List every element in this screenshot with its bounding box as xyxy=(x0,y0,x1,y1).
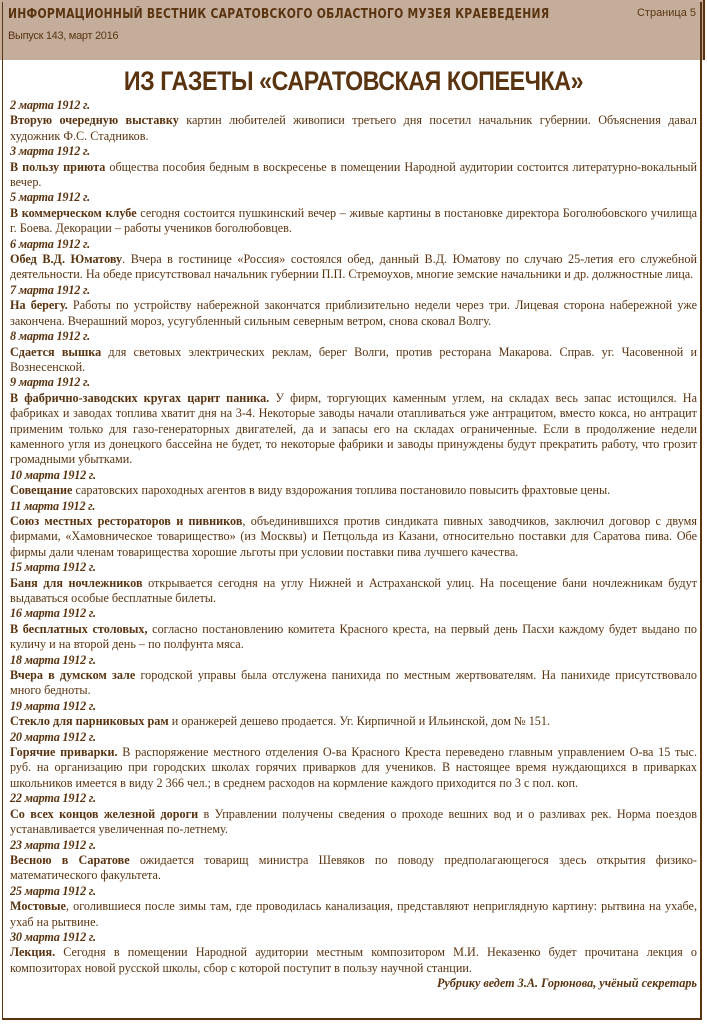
newsletter-title: ИНФОРМАЦИОННЫЙ ВЕСТНИК САРАТОВСКОГО ОБЛАСТНОГО МУЗЕЯ КРАЕВЕДЕНИЯ xyxy=(8,7,550,22)
entry-text: , объединившихся против синдиката пивных заводчиков, заключил договор с двумя фирмами, «Хамовническое товарищество» (из Москвы) и Петцольда из Казани, относительно поставки для Саратова пива. Обе фирмы дали членам товарищества хорошие льготы при условии поставки пива лучшего качества. xyxy=(10,513,697,559)
entry-text: У фирм, торгующих каменным углем, на складах весь запас истощился. На фабриках и заводах топлива хватит дня на 3-4. Некоторые заводы начали отапливаться уже антрацитом, вместо кокса, но антрацит применим только для газо-генераторных двигателей, да и запасы его на складах ограниченные. Если в продолжение недели каменного угля из донецкого бассейна не будет, то некоторые фабрики и заводы принуждены будут прекратить работу, что грозит громадными убытками. xyxy=(10,390,697,467)
entry-headline: В пользу приюта xyxy=(10,159,106,174)
news-entry xyxy=(10,945,697,976)
article-title: ИЗ ГАЗЕТЫ «САРАТОВСКАЯ КОПЕЕЧКА» xyxy=(123,66,584,96)
entry-date: 8 марта 1912 г. xyxy=(10,329,90,344)
news-entry xyxy=(10,391,697,468)
page-number: Страница 5 xyxy=(636,7,696,19)
news-entry xyxy=(10,206,697,237)
entry-headline: Лекция. xyxy=(10,945,56,960)
entry-date: 2 марта 1912 г. xyxy=(10,98,90,112)
issue-label: Выпуск 143, март 2016 xyxy=(8,30,119,42)
entry-text: Сегодня в помещении Народной аудитории местным композитором М.И. Неказенко будет прочитана лекция о композиторах новой русской школы, сбор с которой поступит в пользу научной станции. xyxy=(10,945,697,975)
entry-headline: В фабрично-заводских кругах царит паника. xyxy=(10,390,270,405)
entry-headline: Совещание xyxy=(10,483,73,498)
entry-headline: На берегу. xyxy=(10,298,68,313)
entry-text: для световых электрических реклам, берег Волги, против ресторана Макарова. Справ. уг. Часовенной и Вознесенской. xyxy=(10,344,697,374)
entry-text: картин любителей живописи третьего дня посетил начальник губернии. Объяснения давал художник Ф.С. Стадников. xyxy=(10,113,698,143)
entry-date: 22 марта 1912 г. xyxy=(10,791,96,806)
news-entry xyxy=(10,576,697,607)
entry-text: Работы по устройству набережной закончатся приблизительно недели через три. Лицевая сторона набережной уже закончена. Вчерашний мороз, усугубленный сильным северным ветром, снова сковал Волгу. xyxy=(10,298,697,328)
entry-text: в Управлении получены сведения о проходе вешних вод и о разливах рек. Норма поездов устанавливается увеличенная по-летнему. xyxy=(10,806,697,837)
entry-headline: В бесплатных столовых, xyxy=(10,621,148,636)
entry-headline: Вторую очередную выставку xyxy=(10,113,179,128)
entry-headline: Горячие приварки. xyxy=(10,745,118,760)
entry-headline: Баня для ночлежников xyxy=(10,575,143,590)
news-entry xyxy=(10,745,697,791)
news-entry xyxy=(10,622,697,653)
news-entry xyxy=(10,345,697,376)
entry-date: 19 марта 1912 г. xyxy=(10,698,96,713)
news-entry xyxy=(10,714,697,729)
entry-text: открывается сегодня на углу Нижней и Астраханской улиц. На посещение бани ночлежникам будут выдаваться особые бесплатные билеты. xyxy=(10,575,697,605)
news-entry xyxy=(10,252,697,283)
entry-date: 18 марта 1912 г. xyxy=(10,652,96,667)
entry-date: 30 марта 1912 г. xyxy=(10,929,96,944)
entry-headline: Союз местных ресторатоpов и пивников xyxy=(10,513,243,528)
entry-headline: Вчера в думском зале xyxy=(10,668,136,683)
entry-date: 7 марта 1912 г. xyxy=(10,282,90,297)
article-body xyxy=(10,98,697,992)
news-entry xyxy=(10,853,697,884)
entry-headline: Сдается вышка xyxy=(10,344,102,359)
entry-text: В распоряжение местного отделения О-ва Красного Креста переведено главным управлением О-ва 15 тыс. руб. на организацию при городских школах горячих приварков для учеников. В настоящее время нуждающихся в приварках школьников имеется в виду 2 366 чел.; в среднем расходов на кормление каждого приходится по 3 с пол. коп. xyxy=(10,745,697,790)
news-entry xyxy=(10,807,697,838)
entry-date: 6 марта 1912 г. xyxy=(10,236,90,251)
entry-date: 11 марта 1912 г. xyxy=(10,498,96,513)
entry-date: 25 марта 1912 г. xyxy=(10,883,96,898)
news-entry xyxy=(10,298,697,329)
entry-text: общества пособия бедным в воскресенье в помещении Народной аудитории состоится литературно-вокальный вечер. xyxy=(10,159,697,190)
news-entry xyxy=(10,113,697,144)
entry-headline: Весною в Саратове xyxy=(10,852,130,867)
entry-date: 16 марта 1912 г. xyxy=(10,606,96,621)
entry-headline: Обед В.Д. Юматову xyxy=(10,252,123,267)
news-entry xyxy=(10,668,697,699)
news-entry xyxy=(10,160,697,191)
entry-headline: В коммерческом клубе xyxy=(10,205,137,220)
entry-headline: Мостовые xyxy=(10,899,66,914)
entry-date: 10 марта 1912 г. xyxy=(10,467,96,482)
entry-text: городской управы была отслужена панихида по местным жертвователям. На панихиде присутствовало много бедноты. xyxy=(10,668,697,698)
entry-text: и оранжерей дешево продается. Уг. Кирпичной и Ильинской, дом № 151. xyxy=(168,714,551,729)
news-entry xyxy=(10,514,697,560)
news-entry xyxy=(10,899,697,930)
entry-date: 23 марта 1912 г. xyxy=(10,837,96,852)
entry-text: . Вчера в гостинице «Россия» состоялся обед, данный В.Д. Юматову по случаю 25-летия его служебной деятельности. На обеде присутствовал начальник губернии П.П. Стремоухов, многие земские начальники и др. должностные лица. xyxy=(10,252,697,282)
entry-text: ожидается товарищ министра Шевяков по поводу предполагающегося здесь открытия физико-математического факультета. xyxy=(10,852,697,883)
column-signature: Рубрику ведет З.А. Горюнова, учёный секретарь xyxy=(436,976,697,991)
entry-text: согласно постановлению комитета Красного креста, на первый день Пасхи каждому будет выдано по куличу и на второй день – по полфунта мяса. xyxy=(10,621,697,652)
news-entry xyxy=(10,483,697,498)
entry-text: , оголившиеся после зимы там, где проводилась канализация, представляют неприглядную картину: рытвина на ухабе, ухаб на рытвине. xyxy=(10,899,697,929)
entry-text: сегодня состоится пушкинский вечер – живые картины в постановке директора Боголюбовского училища г. Боева. Декорации – работы учеников боголюбовцев. xyxy=(10,205,698,236)
entry-date: 20 марта 1912 г. xyxy=(10,729,96,744)
entry-date: 3 марта 1912 г. xyxy=(10,144,90,159)
entry-text: саратовских пароходных агентов в виду вздорожания топлива постановило повысить фрахтовые цены. xyxy=(72,483,611,498)
entry-date: 5 марта 1912 г. xyxy=(10,190,90,205)
entry-date: 15 марта 1912 г. xyxy=(10,560,96,575)
entry-headline: Со всех концов железной дороги xyxy=(10,806,199,821)
entry-date: 9 марта 1912 г. xyxy=(10,375,90,390)
entry-headline: Стекло для парниковых рам xyxy=(10,714,169,729)
